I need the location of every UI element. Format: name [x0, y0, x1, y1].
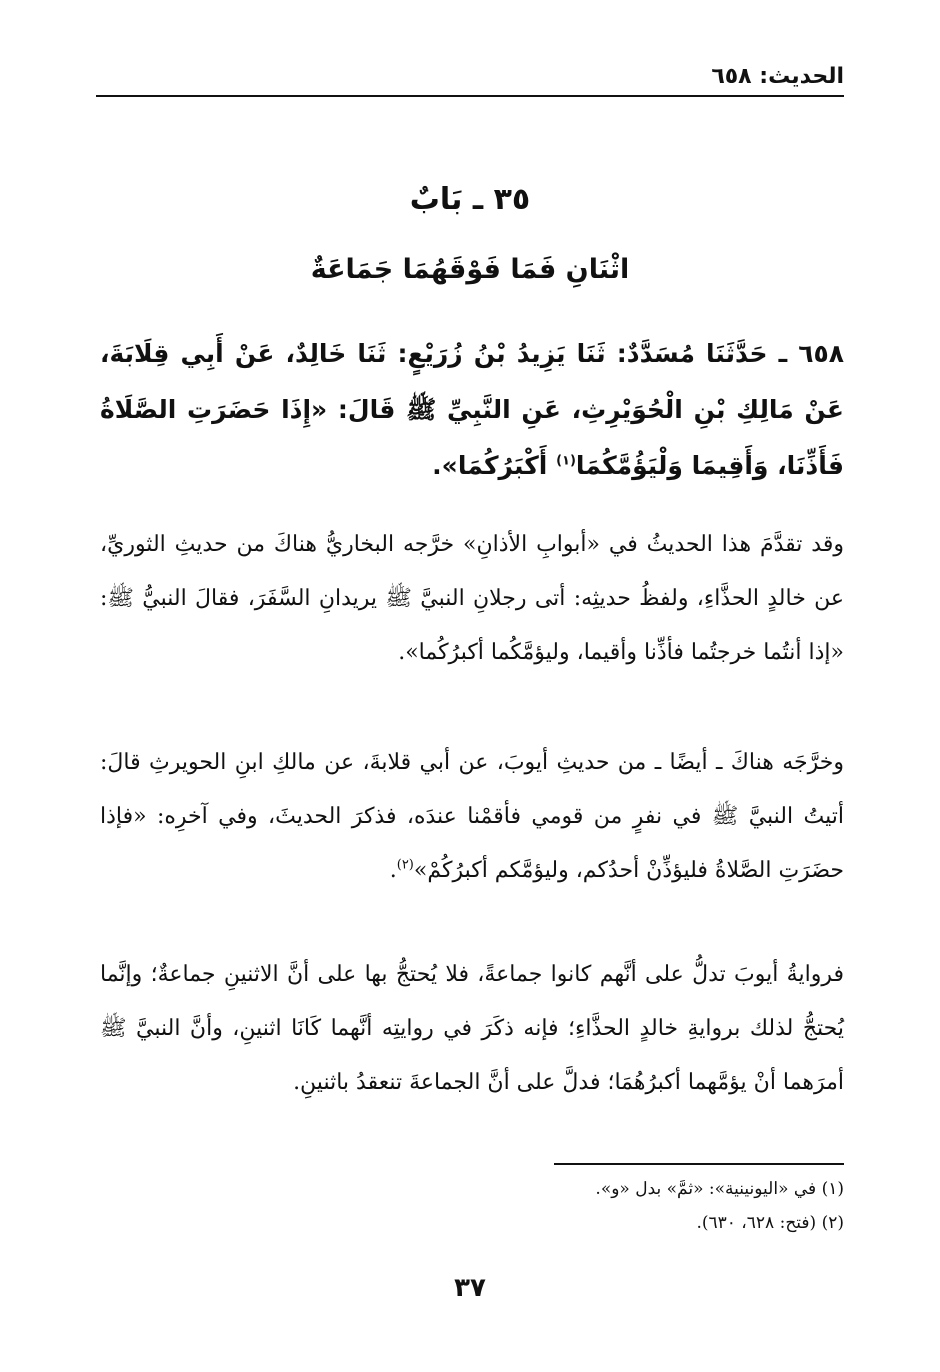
- paragraph-2-end: .: [389, 858, 397, 883]
- footnote-1: (١) في «اليونينية»: «ثمَّ» بدل «و».: [595, 1179, 844, 1199]
- commentary-paragraph-1: وقد تقدَّمَ هذا الحديثُ في «أبوابِ الأذانِ» خرَّجه البخاريُّ هناكَ من حديثِ الثوريِّ، عن خالدٍ الحذَّاءِ، ولفظُ حديثِه: أتى رجلانِ النبيَّ ﷺ يريدانِ السَّفَرَ، فقالَ النبيُّ ﷺ: «إذا أنتُما خرجتُما فأذِّنا وأقيما، وليؤمَّكُما أكبرُكُما».: [100, 532, 844, 665]
- paragraph-2-body: وخرَّجَه هناكَ ـ أيضًا ـ من حديثِ أيوبَ، عن أبي قلابةَ، عن مالكِ ابنِ الحويرثِ قالَ: أتيتُ النبيَّ ﷺ في نفرٍ من قومي فأقمْنا عندَه، فذكرَ الحديثَ، وفي آخرِه: «فإذا حضَرَتِ الصَّلاةُ فليؤذِّنْ أحدُكم، وليؤمَّكم أكبرُكُمْ»: [100, 750, 844, 883]
- footnotes: [96, 1172, 844, 1240]
- page-number: ٣٧: [454, 1273, 486, 1303]
- commentary-paragraph-3: فروايةُ أيوبَ تدلُّ على أنَّهم كانوا جماعةً، فلا يُحتجُّ بها على أنَّ الاثنينِ جماعةٌ؛ وإنَّما يُحتجُّ لذلك بروايةِ خالدٍ الحذَّاءِ؛ فإنه ذكَرَ في روايتِه أنَّهما كَانَا اثنينِ، وأنَّ النبيَّ ﷺ أمرَهما أنْ يؤمَّهما أكبرُهُمَا؛ فدلَّ على أنَّ الجماعةَ تنعقدُ باثنينِ.: [100, 962, 844, 1095]
- running-head-text: الحديث: ٦٥٨: [711, 64, 844, 89]
- running-head: [96, 62, 844, 98]
- hadith-ending: أَكْبَرُكُمَا».: [432, 451, 557, 480]
- commentary-paragraph-2: [100, 736, 844, 898]
- chapter-heading: ٣٥ ـ بَابٌ: [409, 182, 531, 217]
- footnote-marker-2: (٢): [396, 857, 414, 873]
- header-rule: [96, 95, 844, 97]
- footnote-2: (٢) (فتح: ٦٢٨، ٦٣٠).: [696, 1213, 844, 1233]
- chapter-title: اثْنَانِ فَمَا فَوْقَهُمَا جَمَاعَةٌ: [310, 254, 630, 285]
- footnote-rule: [554, 1163, 844, 1165]
- hadith-text: [100, 326, 844, 494]
- footnote-marker-1: (١): [556, 453, 576, 469]
- hadith-body: ٦٥٨ ـ حَدَّثَنَا مُسَدَّدٌ: ثَنَا يَزِيدُ بْنُ زُرَيْعٍ: ثَنَا خَالِدٌ، عَنْ أَبِي قِلَابَةَ، عَنْ مَالِكِ بْنِ الْحُوَيْرِثِ، عَنِ النَّبِيِّ ﷺ قَالَ: «إِذَا حَضَرَتِ الصَّلَاةُ فَأَذِّنَا، وَأَقِيمَا وَلْيَؤُمَّكُمَا: [100, 339, 844, 480]
